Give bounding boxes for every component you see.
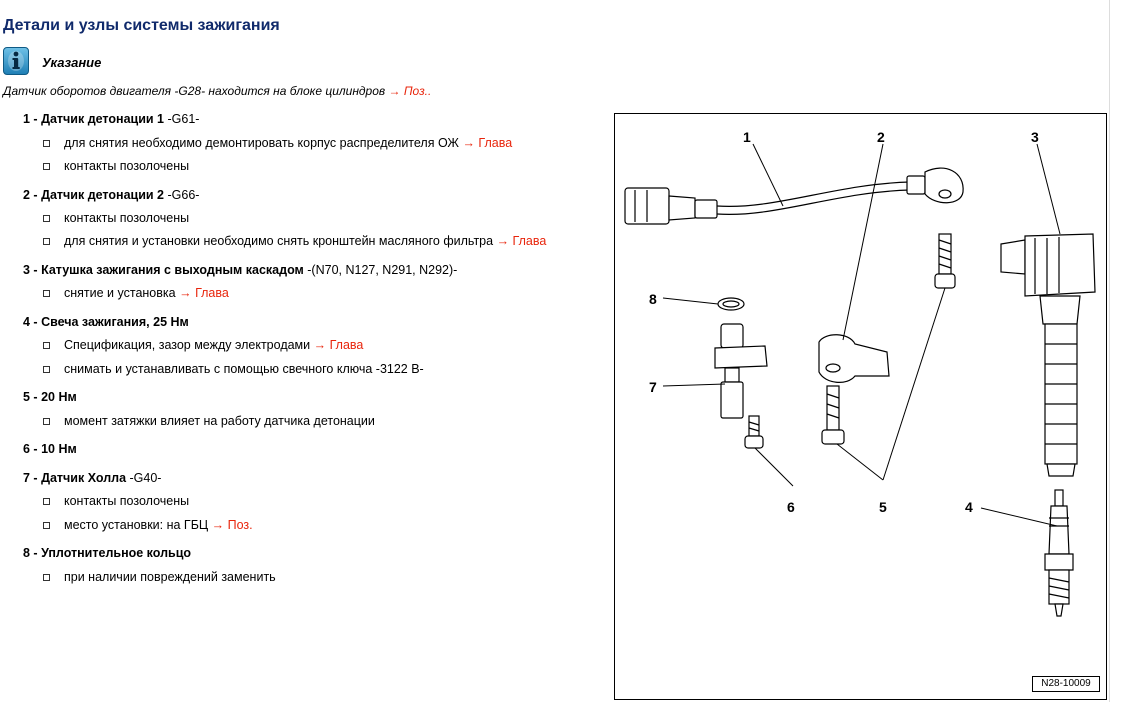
spark-plug-drawing	[1045, 490, 1073, 616]
item-name: Датчик детонации 1	[41, 112, 168, 126]
item-name: Катушка зажигания с выходным каскадом	[41, 263, 308, 277]
item-7-title	[23, 471, 161, 485]
item-code: -G61-	[167, 112, 200, 126]
item-8-title	[23, 546, 191, 560]
bullet-text: контакты позолочены	[64, 494, 190, 508]
bullet-text: при наличии повреждений заменить	[64, 570, 276, 584]
item-num: 4 -	[23, 315, 42, 329]
bullet-text: Спецификация, зазор между электродами	[64, 338, 311, 352]
bullet-text: контакты позолочены	[64, 211, 190, 225]
item-code: -(N70, N127, N291, N292)-	[307, 263, 458, 277]
item-name: Свеча зажигания, 25 Нм	[41, 315, 189, 329]
item-3-title	[23, 263, 457, 277]
item-name: 10 Нм	[41, 442, 77, 456]
item-8-bullet-1	[43, 570, 276, 584]
page-title: Детали и узлы системы зажигания	[3, 17, 280, 34]
item-code: -G66-	[167, 188, 200, 202]
chapter-link[interactable]: → Глава	[179, 286, 229, 300]
callout-1-label: 1	[743, 129, 751, 145]
item-num: 1 -	[23, 112, 42, 126]
callout-2-label: 2	[877, 129, 885, 145]
item-code: -G40-	[129, 471, 162, 485]
hall-sensor-drawing	[715, 298, 767, 448]
bullet-square-icon	[43, 574, 50, 581]
ignition-coil-drawing	[1001, 234, 1095, 476]
note-text-body: Датчик оборотов двигателя -G28- находится на блоке цилиндров	[3, 84, 386, 98]
item-1-bullet-1	[43, 136, 512, 150]
item-num: 8 -	[23, 546, 42, 560]
bullet-square-icon	[43, 238, 50, 245]
item-3-bullet-1	[43, 286, 229, 300]
knock-sensor-2-drawing	[819, 335, 889, 444]
item-2-bullet-1	[43, 211, 189, 225]
chapter-link[interactable]: → Глава	[462, 136, 513, 150]
item-2-bullet-2	[43, 234, 546, 248]
figure-drawing	[615, 114, 1107, 700]
item-5-bullet-1	[43, 414, 375, 428]
bullet-text: снимать и устанавливать с помощью свечного ключа -3122 В-	[64, 362, 424, 376]
item-2-title	[23, 188, 199, 202]
info-icon	[3, 47, 29, 75]
item-name: Уплотнительное кольцо	[41, 546, 192, 560]
item-4-bullet-1	[43, 338, 363, 352]
position-link[interactable]: → Поз.	[211, 518, 253, 532]
item-num: 3 -	[23, 263, 42, 277]
note-text	[3, 84, 431, 98]
bullet-text: момент затяжки влияет на работу датчика детонации	[64, 414, 375, 428]
ignition-parts-figure	[614, 113, 1107, 700]
callout-labels	[649, 129, 1039, 515]
note-position-link[interactable]: → Поз..	[388, 84, 432, 98]
chapter-link[interactable]: → Глава	[313, 338, 364, 352]
callout-4-label: 4	[965, 499, 973, 515]
knock-sensor-1-drawing	[625, 168, 963, 288]
bullet-square-icon	[43, 498, 50, 505]
item-7-bullet-2	[43, 518, 253, 532]
bullet-square-icon	[43, 215, 50, 222]
bullet-square-icon	[43, 140, 50, 147]
bullet-square-icon	[43, 366, 50, 373]
item-name: 20 Нм	[41, 390, 77, 404]
item-6-title	[23, 442, 77, 456]
bullet-text: контакты позолочены	[64, 159, 190, 173]
callout-8-label: 8	[649, 291, 657, 307]
bullet-square-icon	[43, 418, 50, 425]
item-1-bullet-2	[43, 159, 189, 173]
callout-3-label: 3	[1031, 129, 1039, 145]
bullet-text: для снятия и установки необходимо снять кронштейн масляного фильтра	[64, 234, 494, 248]
bullet-square-icon	[43, 342, 50, 349]
item-num: 6 -	[23, 442, 42, 456]
item-name: Датчик Холла	[41, 471, 130, 485]
item-5-title	[23, 390, 77, 404]
callout-5-label: 5	[879, 499, 887, 515]
item-4-title	[23, 315, 189, 329]
item-7-bullet-1	[43, 494, 189, 508]
item-num: 7 -	[23, 471, 42, 485]
item-4-bullet-2	[43, 362, 424, 376]
item-num: 2 -	[23, 188, 42, 202]
vertical-scrollbar[interactable]	[1109, 0, 1127, 702]
item-name: Датчик детонации 2	[41, 188, 168, 202]
callout-6-label: 6	[787, 499, 795, 515]
bullet-text: снятие и установка	[64, 286, 176, 300]
note-label: Указание	[42, 55, 102, 70]
callout-7-label: 7	[649, 379, 657, 395]
bullet-square-icon	[43, 163, 50, 170]
item-num: 5 -	[23, 390, 42, 404]
chapter-link[interactable]: → Глава	[496, 234, 547, 248]
bullet-square-icon	[43, 522, 50, 529]
bullet-text: место установки: на ГБЦ	[64, 518, 209, 532]
item-1-title	[23, 112, 199, 126]
bullet-text: для снятия необходимо демонтировать корпус распределителя ОЖ	[64, 136, 459, 150]
bullet-square-icon	[43, 290, 50, 297]
figure-id-label: N28-10009	[1032, 676, 1100, 692]
